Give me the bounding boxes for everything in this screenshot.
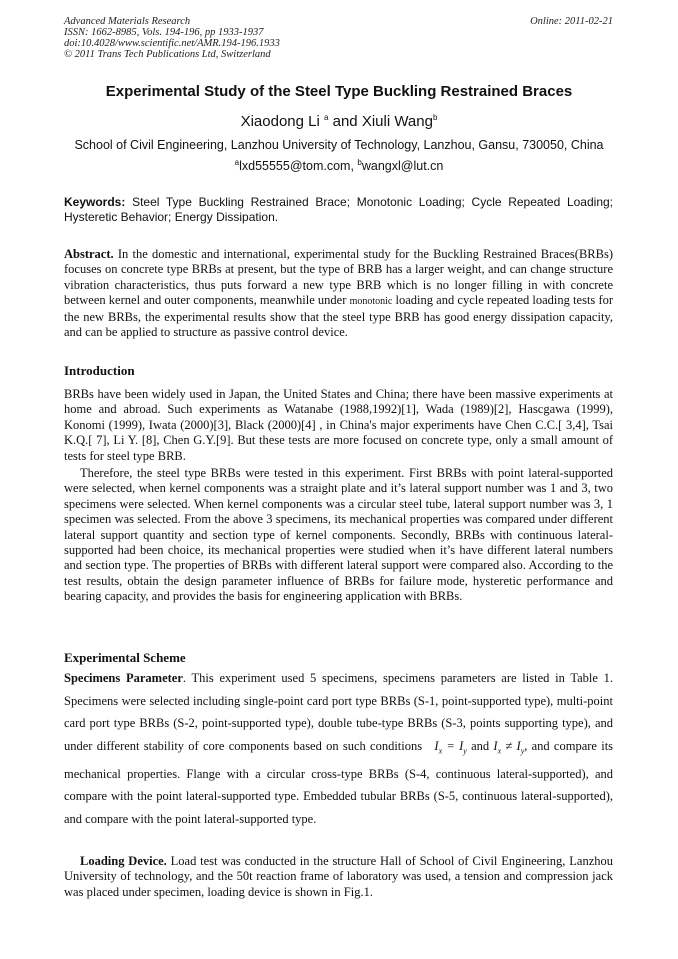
scheme-heading: Experimental Scheme xyxy=(64,650,186,665)
issn-line: ISSN: 1662-8985, Vols. 194-196, pp 1933-1937 xyxy=(64,27,264,38)
eq1-sub-y: y xyxy=(463,746,467,755)
authors-and: and xyxy=(332,113,358,130)
email-a-sup: a xyxy=(234,157,240,167)
copyright-line: © 2011 Trans Tech Publications Ltd, Switzerland xyxy=(64,49,271,60)
online-date: Online: 2011-02-21 xyxy=(530,16,613,27)
abstract xyxy=(64,247,613,340)
abstract-small-word: monotonic xyxy=(349,296,393,308)
introduction-paragraph-2: Therefore, the steel type BRBs were tested in this experiment. First BRBs with point lateral-supported were selected, when kernel components was a straight plate and it’s lateral support number was 1 and 3, two specimens were selected. When kernel components was a circular steel tube, lateral support number was 3, 1 specimen was selected. From the above 3 specimens, its mechanical properties was compared under different lateral support quantity and section type of kernel components. Secondly, BRBs with continuous lateral-supported had been choice, its mechanical properties were studied when it’s have different lateral numbers and section type. The properties of BRBs with different lateral support were compared also. According to the test results, obtain the design parameter influence of BRBs for failure mode, hysteretic performance and bearing capacity, and provides the basis for engineering application with BRBs. xyxy=(64,466,613,604)
specimens-parameter-label: Specimens Parameter xyxy=(64,671,183,685)
eq1-sub-x: x xyxy=(438,746,443,755)
keywords-text: Steel Type Buckling Restrained Brace; Monotonic Loading; Cycle Repeated Loading; Hysteretic Behavior; Energy Dissipation. xyxy=(64,195,613,225)
author-2: Xiuli Wang xyxy=(361,113,433,130)
eq2-rhs: I xyxy=(516,738,521,753)
eq1-lhs: I xyxy=(434,738,439,753)
keywords-label: Keywords: xyxy=(64,195,126,209)
author-2-sup: b xyxy=(432,113,438,122)
specimens-parameter-text-1: . This experiment used 5 specimens, specimens parameters are listed in Table 1. Specimens were selected including single-point card port type BRBs (S-1, point-supported type), multi-point card port type BRBs (S-2, point-supported type), double tube-type BRBs (S-3, points supporting type), and under different stability of core components based on such conditions xyxy=(64,671,613,753)
and-word: and xyxy=(471,738,490,753)
introduction-heading: Introduction xyxy=(64,363,135,378)
author-1: Xiaodong Li xyxy=(240,113,320,130)
journal-name: Advanced Materials Research xyxy=(64,16,191,27)
eq1-op: = xyxy=(442,738,460,753)
eq2-sub-x: x xyxy=(497,746,502,755)
equation-notequal xyxy=(493,739,524,753)
loading-device-paragraph xyxy=(64,854,613,900)
email-b-sup: b xyxy=(357,157,362,167)
doi-line: doi:10.4028/www.scientific.net/AMR.194-196.1933 xyxy=(64,38,280,49)
eq2-sub-y: y xyxy=(520,746,525,755)
eq2-lhs: I xyxy=(493,738,498,753)
email-a: lxd55555@tom.com, xyxy=(239,159,354,173)
emails xyxy=(0,159,678,173)
abstract-label: Abstract. xyxy=(64,247,114,261)
eq2-op: ≠ xyxy=(501,738,517,753)
abstract-text-1: In the domestic and international, experimental study for the Buckling Restrained Braces(BRBs) focuses on concrete type BRBs at present, but the type of BRB has a larger weight, and can change structure vibration characteristics, thus puts forward a new type BRB which is no longer filling in with concrete between kernel and outer components, meanwhile under xyxy=(64,247,613,308)
specimens-parameter-text-2: , and compare its mechanical properties. Flange with a circular cross-type BRBs (S-4, continuous lateral-supported), and compare with the point lateral-supported type. Embedded tubular BRBs (S-5, continuous lateral-supported), and compare with the point lateral-supported type. xyxy=(64,738,614,826)
specimens-parameter-paragraph xyxy=(64,667,613,830)
introduction-paragraph-1: BRBs have been widely used in Japan, the United States and China; there have been massive experiments at home and abroad. Such experiments as Watanabe (1988,1992)[1], Wada (1989)[2], Hascgawa (1999), Konomi (1999), Iwata (2000)[3], Black (2000)[4] , in China's major experiments have Chen C.C.[ 3,4], Tsai K.Q.[ 7], Li Y. [8], Chen G.Y.[9]. But these tests are more focused on concrete type, only a small amount of tests for steel type BRB. xyxy=(64,387,613,463)
affiliation: School of Civil Engineering, Lanzhou University of Technology, Lanzhou, Gansu, 730050, China xyxy=(74,138,604,152)
abstract-text-2: loading and cycle repeated loading tests for the new BRBs, the experimental results show that the steel type BRB has good energy dissipation capacity, and can be applied to structure as passive control device. xyxy=(64,293,614,340)
loading-device-label: Loading Device. xyxy=(80,854,167,868)
email-b: wangxl@lut.cn xyxy=(361,159,444,173)
authors xyxy=(0,113,678,130)
keywords xyxy=(64,195,613,226)
equation-equal xyxy=(426,739,466,753)
loading-device-text: Load test was conducted in the structure Hall of School of Civil Engineering, Lanzhou University of technology, and the 50t reaction frame of laboratory was used, a tension and compression jack was placed under specimen, loading device is shown in Fig.1. xyxy=(64,854,613,899)
paper-title: Experimental Study of the Steel Type Buckling Restrained Braces xyxy=(105,83,573,100)
eq1-rhs: I xyxy=(459,738,464,753)
author-1-sup: a xyxy=(323,113,329,122)
